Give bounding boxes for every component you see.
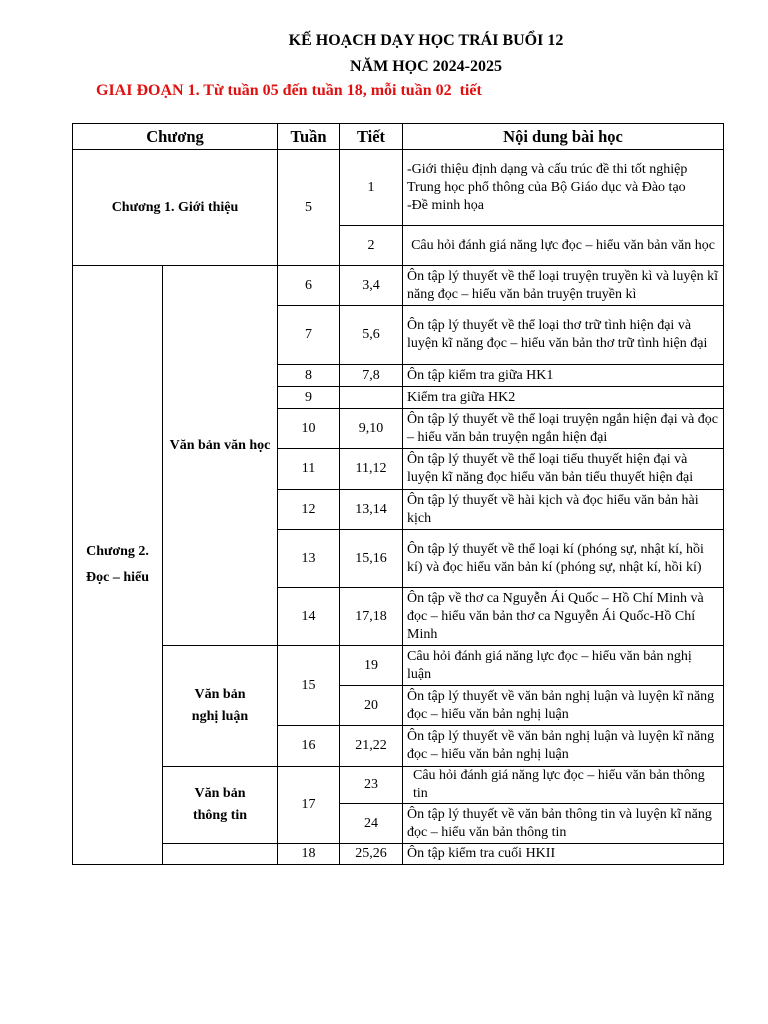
content-cell: Ôn tập lý thuyết về thể loại kí (phóng sự, nhật kí, hồi kí) và đọc hiểu văn bản kí (phóng sự, nhật kí, hồi kí) bbox=[403, 530, 724, 588]
table-row bbox=[73, 767, 724, 804]
content-cell: Ôn tập kiểm tra cuối HKII bbox=[403, 844, 724, 865]
lesson-plan-table bbox=[72, 123, 724, 865]
content-cell: Ôn tập lý thuyết về văn bản nghị luận và luyện kĩ năng đọc – hiểu văn bản nghị luận bbox=[403, 726, 724, 767]
lesson-cell: 21,22 bbox=[340, 726, 403, 767]
lesson-cell: 24 bbox=[340, 804, 403, 844]
content-cell: Ôn tập lý thuyết về văn bản thông tin và luyện kĩ năng đọc – hiểu văn bản thông tin bbox=[403, 804, 724, 844]
lesson-cell: 25,26 bbox=[340, 844, 403, 865]
week-cell: 11 bbox=[278, 449, 340, 490]
column-header-week: Tuần bbox=[278, 124, 340, 150]
content-line: -Đề minh họa bbox=[407, 197, 484, 213]
week-cell: 6 bbox=[278, 266, 340, 306]
week-cell: 16 bbox=[278, 726, 340, 767]
empty-group-cell bbox=[163, 844, 278, 865]
lesson-cell bbox=[340, 387, 403, 409]
lesson-cell: 13,14 bbox=[340, 490, 403, 530]
content-cell: Ôn tập lý thuyết về hài kịch và đọc hiểu văn bản hài kịch bbox=[403, 490, 724, 530]
lesson-cell: 1 bbox=[340, 150, 403, 226]
chapter-1-name: Chương 1. Giới thiệu bbox=[73, 150, 278, 266]
week-cell: 5 bbox=[278, 150, 340, 266]
content-cell: Ôn tập lý thuyết về thể loại thơ trữ tình hiện đại và luyện kĩ năng đọc – hiểu văn bản thơ trữ tình hiện đại bbox=[403, 306, 724, 365]
week-cell: 14 bbox=[278, 588, 340, 646]
content-cell: Ôn tập kiểm tra giữa HK1 bbox=[403, 365, 724, 387]
group-argumentative-text bbox=[163, 646, 278, 767]
lesson-cell: 17,18 bbox=[340, 588, 403, 646]
week-cell: 12 bbox=[278, 490, 340, 530]
chapter-2-line1: Chương 2. bbox=[86, 544, 149, 559]
week-cell: 10 bbox=[278, 409, 340, 449]
column-header-lesson: Tiết bbox=[340, 124, 403, 150]
week-cell: 8 bbox=[278, 365, 340, 387]
group-name-line2: nghị luận bbox=[191, 709, 249, 724]
group-name-line1: Văn bản bbox=[194, 786, 246, 801]
content-cell: Ôn tập lý thuyết về văn bản nghị luận và luyện kĩ năng đọc – hiểu văn bản nghị luận bbox=[403, 686, 724, 726]
content-cell: Kiểm tra giữa HK2 bbox=[403, 387, 724, 409]
group-name-line2: thông tin bbox=[192, 808, 248, 823]
week-cell: 18 bbox=[278, 844, 340, 865]
column-header-chapter: Chương bbox=[73, 124, 278, 150]
content-cell: Câu hỏi đánh giá năng lực đọc – hiểu văn bản nghị luận bbox=[403, 646, 724, 686]
lesson-cell: 20 bbox=[340, 686, 403, 726]
school-year: NĂM HỌC 2024-2025 bbox=[350, 58, 502, 75]
week-cell: 7 bbox=[278, 306, 340, 365]
table-row bbox=[73, 844, 724, 865]
lesson-cell: 2 bbox=[340, 226, 403, 266]
content-cell: Ôn tập lý thuyết về thể loại tiểu thuyết hiện đại và luyện kĩ năng đọc hiểu văn bản tiểu thuyết hiện đại bbox=[403, 449, 724, 490]
week-cell: 9 bbox=[278, 387, 340, 409]
lesson-cell: 9,10 bbox=[340, 409, 403, 449]
week-cell: 17 bbox=[278, 767, 340, 844]
lesson-cell: 11,12 bbox=[340, 449, 403, 490]
content-cell: Ôn tập về thơ ca Nguyễn Ái Quốc – Hồ Chí Minh và đọc – hiểu văn bản thơ ca Nguyễn Ái Quốc-Hồ Chí Minh bbox=[403, 588, 724, 646]
lesson-cell: 5,6 bbox=[340, 306, 403, 365]
table-row bbox=[73, 150, 724, 226]
content-cell: Ôn tập lý thuyết về thể loại truyện truyền kì và luyện kĩ năng đọc – hiểu văn bản truyện truyền kì bbox=[403, 266, 724, 306]
chapter-2-line2: Đọc – hiểu bbox=[86, 570, 149, 585]
lesson-cell: 15,16 bbox=[340, 530, 403, 588]
content-line: -Giới thiệu định dạng và cấu trúc đề thi tốt nghiệp Trung học phổ thông của Bộ Giáo dục và Đào tạo bbox=[407, 161, 688, 195]
content-cell: Ôn tập lý thuyết về thể loại truyện ngắn hiện đại và đọc – hiểu văn bản truyện ngắn hiện đại bbox=[403, 409, 724, 449]
group-informational-text bbox=[163, 767, 278, 844]
document-title: KẾ HOẠCH DẠY HỌC TRÁI BUỔI 12 bbox=[288, 32, 564, 49]
lesson-cell: 7,8 bbox=[340, 365, 403, 387]
content-cell: Câu hỏi đánh giá năng lực đọc – hiểu văn bản văn học bbox=[403, 226, 724, 266]
week-cell: 15 bbox=[278, 646, 340, 726]
lesson-cell: 19 bbox=[340, 646, 403, 686]
content-cell: Câu hỏi đánh giá năng lực đọc – hiểu văn bản thông tin bbox=[403, 767, 724, 804]
chapter-2-name bbox=[73, 266, 163, 865]
week-cell: 13 bbox=[278, 530, 340, 588]
group-name-line1: Văn bản bbox=[194, 687, 246, 702]
column-header-content: Nội dung bài học bbox=[403, 124, 724, 150]
table-row bbox=[73, 646, 724, 686]
table-row bbox=[73, 266, 724, 306]
lesson-cell: 23 bbox=[340, 767, 403, 804]
lesson-cell: 3,4 bbox=[340, 266, 403, 306]
phase-heading: GIAI ĐOẠN 1. Từ tuần 05 đến tuần 18, mỗi tuần 02 tiết bbox=[96, 82, 482, 99]
content-cell bbox=[403, 150, 724, 226]
table-header-row bbox=[73, 124, 724, 150]
group-literary-text: Văn bản văn học bbox=[163, 266, 278, 646]
